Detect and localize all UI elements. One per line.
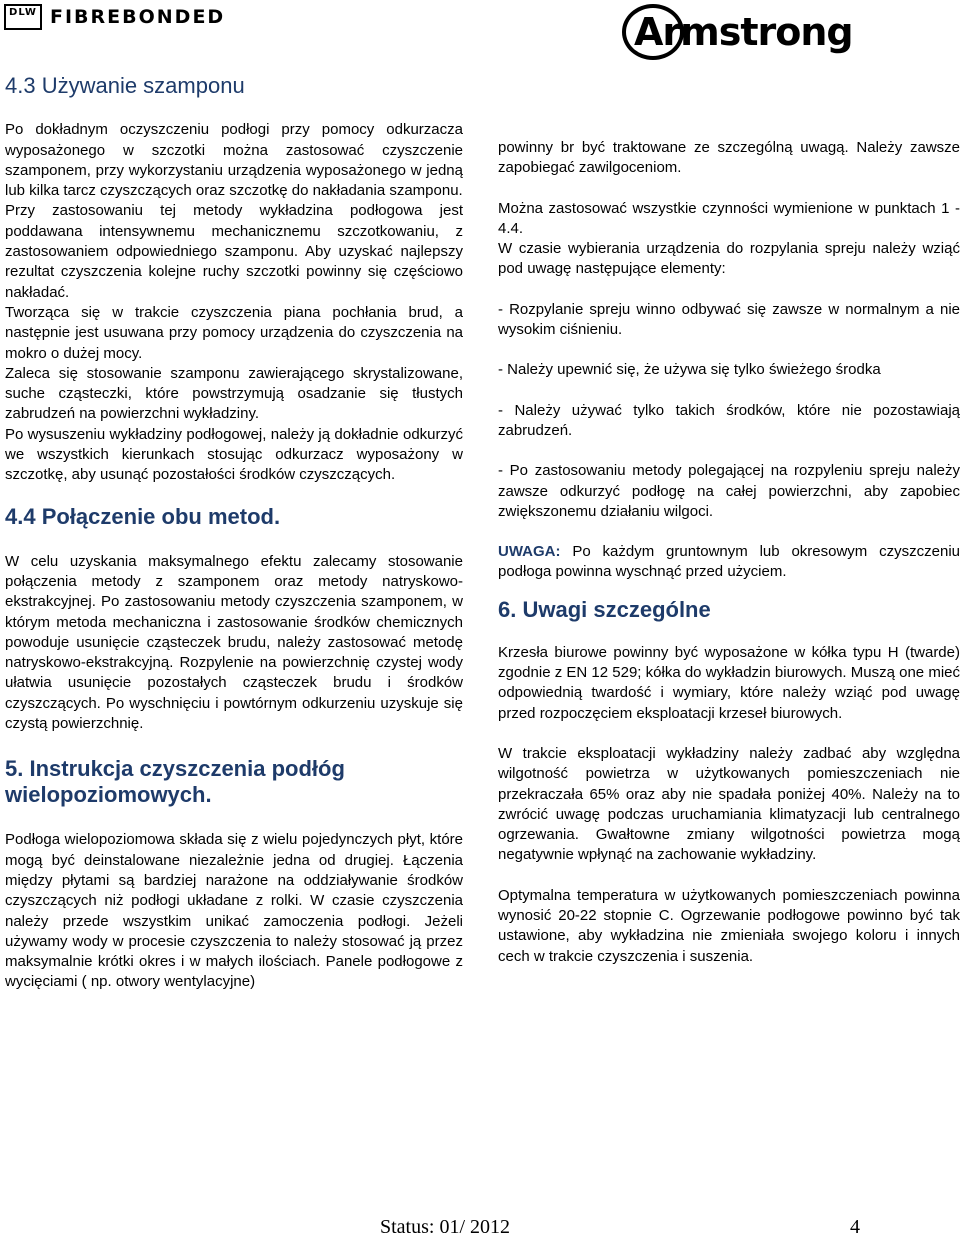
- armstrong-logo-text: Armstrong: [634, 10, 853, 54]
- page-header: [0, 0, 960, 70]
- paragraph: Po wysuszeniu wykładziny podłogowej, należy ją dokładnie odkurzyć we wszystkich kierunkach stosując odkurzacz wyposażony w szczotkę, aby usunąć pozostałości środków czyszczących.: [5, 425, 463, 484]
- dlw-logo-mark: DLW: [4, 4, 42, 30]
- right-column: [498, 138, 960, 967]
- paragraph: W celu uzyskania maksymalnego efektu zalecamy stosowanie połączenia metody z szamponem oraz metody natryskowo-ekstrakcyjnej. Po zastosowaniu metody czyszczenia szamponem, w którym metoda mechaniczna i zastosowanie środków chemicznych powoduje usunięcie cząsteczek brudu, należy zastosować metodę natryskowo-ekstrakcyjną. Rozpylenie na powierzchnię czystej wody ułatwia usunięcie pozostałych cząsteczek brudu i środków czyszczących. Po wyschnięciu i powtórnym odkurzeniu uzyskuje się czystą powierzchnię.: [5, 552, 463, 733]
- paragraph: Podłoga wielopoziomowa składa się z wielu pojedynczych płyt, które mogą być deinstalowane niezależnie jedna od drugiej. Łączenia między płytami są bardziej narażone na oddziaływanie środków czyszczących niż podłogi układane z rolki. W czasie czyszczenia należy przede wszystkim unikać zamoczenia podłogi. Jeżeli używamy wody w procesie czyszczenia to należy stosować ją przez maksymalnie krótki okres i w małych ilościach. Panele podłogowe z wycięciami ( np. otwory wentylacyjne): [5, 831, 463, 991]
- heading-4-4: 4.4 Połączenie obu metod.: [5, 503, 281, 529]
- footer-status: Status: 01/ 2012: [380, 1216, 511, 1238]
- paragraph: Optymalna temperatura w użytkowanych pomieszczeniach powinna wynosić 20-22 stopnie C. Ogrzewanie podłogowe powinno być tak ustawione, aby wykładzina nie zmieniała swojego koloru i innych cech w trakcie czyszczenia i suszenia.: [498, 886, 960, 965]
- paragraph: Można zastosować wszystkie czynności wymienione w punktach 1 - 4.4.: [498, 199, 960, 237]
- heading-6: 6. Uwagi szczególne: [498, 596, 711, 622]
- list-item: - Należy upewnić się, że używa się tylko świeżego środka: [498, 361, 881, 379]
- heading-4-3: 4.3 Używanie szamponu: [5, 73, 245, 98]
- paragraph: Zaleca się stosowanie szamponu zawierającego skrystalizowane, suche cząsteczki, które powstrzymują osadzanie się tłustych zabrudzeń na powierzchni wykładziny.: [5, 364, 463, 423]
- fibrebonded-logo: [4, 4, 225, 30]
- heading-5: 5. Instrukcja czyszczenia podłóg wielopoziomowych.: [5, 756, 345, 808]
- left-column: [5, 73, 463, 993]
- uwaga-label: UWAGA:: [498, 543, 561, 561]
- paragraph: Po dokładnym oczyszczeniu podłogi przy pomocy odkurzacza wyposażonego w szczotki można zastosować czyszczenie szamponem, przy wykorzystaniu urządzenia wyposażonego w jedną lub kilka tarcz czyszczących oraz szczotkę do nakładania szamponu.: [5, 121, 463, 200]
- list-item: - Należy używać tylko takich środków, które nie pozostawiają zabrudzeń.: [498, 401, 960, 439]
- uwaga-note: [498, 542, 960, 583]
- list-item: - Rozpylanie spreju winno odbywać się zawsze w normalnym a nie wysokim ciśnieniu.: [498, 300, 960, 339]
- list-item: - Po zastosowaniu metody polegającej na rozpyleniu spreju należy zawsze odkurzyć podłogę na całej powierzchni, aby zapobiec zwiększonemu działaniu wilgoci.: [498, 462, 960, 520]
- fibrebonded-logo-text: FIBREBONDED: [50, 6, 226, 28]
- uwaga-text: Po każdym gruntownym lub okresowym czyszczeniu podłoga powinna wyschnąć przed użyciem.: [498, 543, 960, 581]
- paragraph: Krzesła biurowe powinny być wyposażone w kółka typu H (twarde) zgodnie z EN 12 529; kółka do wykładzin biurowych. Muszą one mieć odpowiednią twardość i wymiary, które należy wziąć pod uwagę przed rozpoczęciem eksploatacji krzeseł biurowych.: [498, 643, 960, 722]
- paragraph: W czasie wybierania urządzenia do rozpylania spreju należy wziąć pod uwagę następujące elementy:: [498, 240, 960, 278]
- page-number: 4: [850, 1216, 860, 1238]
- paragraph: powinny br być traktowane ze szczególną uwagą. Należy zawsze zapobiegać zawilgoceniom.: [498, 139, 960, 177]
- paragraph: Przy zastosowaniu tej metody wykładzina podłogowa jest poddawana intensywnemu mechanicznemu szczotkowaniu, z zastosowaniem odpowiedniego szamponu. Aby uzyskać najlepszy rezultat czyszczenia kolejne ruchy szczotki powinny się częściowo nakładać.: [5, 202, 463, 301]
- paragraph: W trakcie eksploatacji wykładziny należy zadbać aby względna wilgotność powietrza w użytkowanych pomieszczeniach nie przekraczała 65% oraz aby nie spadała poniżej 40%. Należy na to zwrócić uwagę podczas uruchamiania klimatyzacji lub centralnego ogrzewania. Gwałtowne zmiany wilgotności powietrza mogą negatywnie wpłynąć na zachowanie wykładziny.: [498, 744, 960, 864]
- paragraph: Tworząca się w trakcie czyszczenia piana pochłania brud, a następnie jest usuwana przy pomocy urządzenia do czyszczenia na mokro o dużej mocy.: [5, 303, 463, 362]
- armstrong-logo: [612, 2, 872, 62]
